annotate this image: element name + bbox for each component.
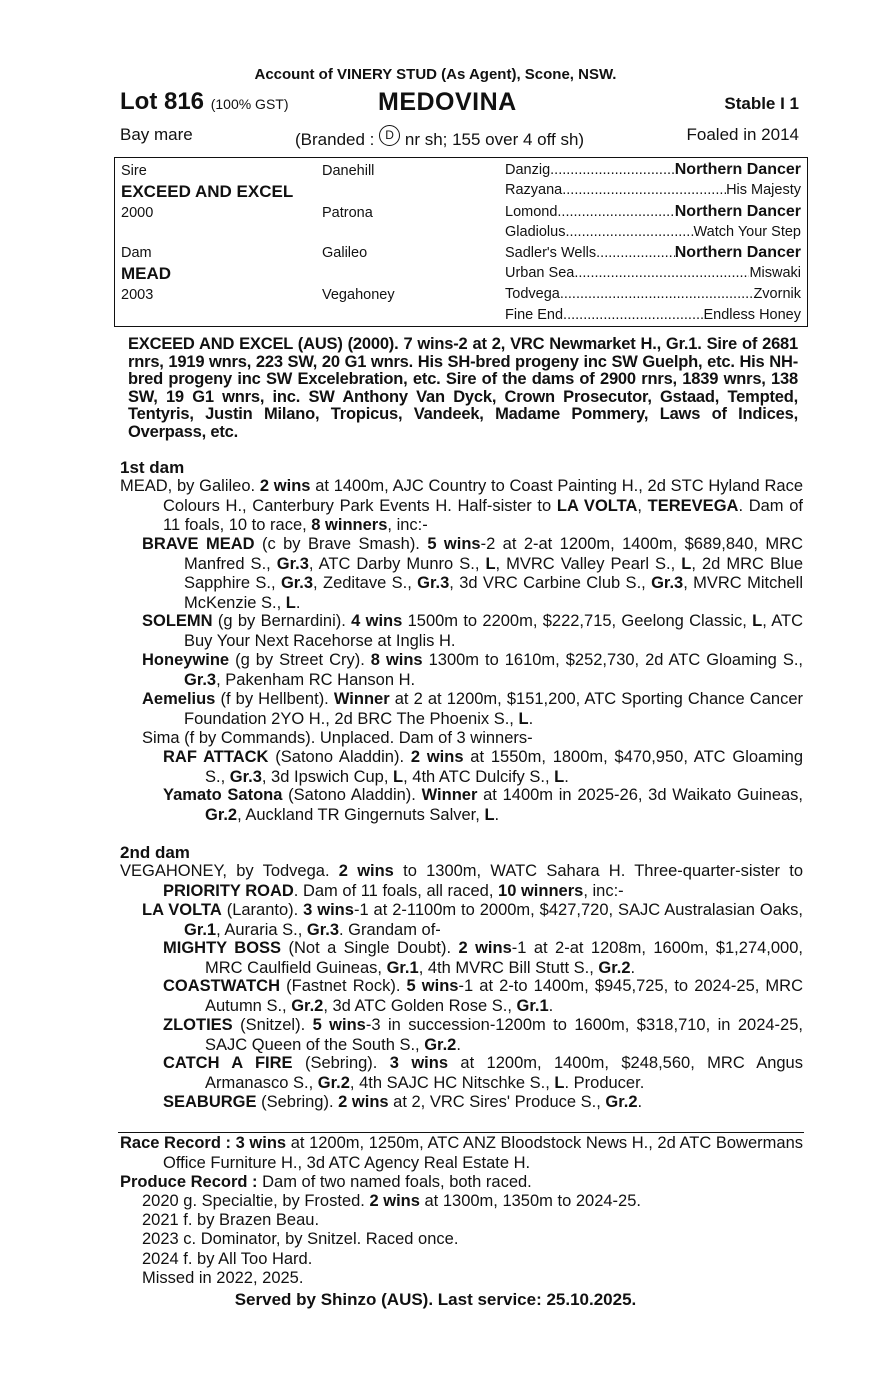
sire-dam: Patrona: [322, 205, 373, 221]
pedigree-grandparent-row: [505, 265, 801, 281]
text-run: MEAD, by Galileo.: [120, 477, 260, 495]
bold-run: 3 wins: [303, 901, 354, 919]
text-run: (Laranto).: [221, 901, 304, 919]
brand-prefix: (Branded :: [295, 130, 375, 149]
produce-line: [142, 1211, 319, 1230]
text-run: . Producer.: [564, 1073, 645, 1092]
bold-run: PRIORITY ROAD: [163, 881, 294, 900]
pedigree-grandparent-row: [505, 182, 801, 198]
pedigree-paragraph: [142, 651, 803, 690]
text-run: (c by Brave Smash).: [254, 535, 428, 553]
bold-run: Gr.1: [516, 996, 549, 1015]
text-run: 2024 f. by All Too Hard.: [142, 1250, 313, 1268]
grandparent-name: Gladiolus: [505, 224, 566, 240]
gst-note: (100% GST): [210, 96, 289, 112]
text-run: at 2 at 1200m, $151,200, ATC Sporting Chance Cancer Foundation 2YO H., 2d BRC The Phoenix S.,: [184, 690, 803, 728]
bold-run: Gr.3: [417, 574, 450, 592]
bold-run: L: [554, 767, 565, 786]
text-run: VEGAHONEY, by Todvega.: [120, 862, 339, 880]
bold-run: Gr.3: [184, 670, 217, 689]
pedigree-paragraph: [163, 786, 803, 825]
pedigree-paragraph: [163, 1016, 803, 1055]
pedigree-paragraph: [163, 748, 803, 787]
leader-dots: [560, 286, 754, 302]
text-run: ,: [637, 496, 648, 515]
pedigree-paragraph: [142, 729, 803, 749]
vendor-account: Account of VINERY STUD (As Agent), Scone, NSW.: [254, 66, 617, 83]
text-run: Sima (f by Commands). Unplaced. Dam of 3 winners-: [142, 729, 533, 747]
dam-label: Dam: [121, 245, 152, 261]
text-run: , 4th MVRC Bill Stutt S.,: [418, 958, 599, 977]
bold-run: 5 wins: [312, 1016, 366, 1034]
text-run: Missed in 2022, 2025.: [142, 1269, 304, 1287]
bold-run: RAF ATTACK: [163, 748, 269, 766]
text-run: (Snitzel).: [232, 1016, 313, 1034]
pedigree-grandparent-row: [505, 244, 801, 262]
text-run: .: [295, 593, 301, 612]
bold-run: L: [285, 593, 296, 612]
bold-run: Gr.1: [386, 958, 419, 977]
produce-line: [142, 1250, 312, 1269]
first-dam-heading: 1st dam: [120, 458, 185, 477]
great-grandparent-name: Zvornik: [753, 286, 801, 302]
text-run: (Satono Aladdin).: [268, 748, 411, 766]
text-run: .: [564, 767, 569, 786]
pedigree-paragraph: [163, 939, 803, 978]
pedigree-grandparent-row: [505, 161, 801, 179]
bold-run: Gr.2: [205, 805, 238, 824]
pedigree-paragraph: [142, 535, 803, 613]
leader-dots: [557, 204, 674, 220]
text-run: , 4th ATC Dulcify S.,: [403, 767, 555, 786]
text-run: at 1400m, AJC Country to Coast Painting H., 2d STC Hyland Race Colours H., Canterbury Park Events H. Half-sister to: [163, 477, 803, 515]
bold-run: 5 wins: [427, 535, 481, 553]
text-run: (Sebring).: [292, 1054, 390, 1072]
bold-run: SEABURGE: [163, 1093, 257, 1111]
produce-line: [142, 1230, 458, 1249]
text-run: (Fastnet Rock).: [280, 977, 407, 995]
second-dam-heading: 2nd dam: [120, 843, 190, 862]
bold-run: 2 wins: [338, 1093, 389, 1111]
text-run: -1 at 2-at 1208m, 1600m, $1,274,000, MRC Caulfield Guineas,: [205, 939, 803, 977]
text-run: , 3d ATC Golden Rose S.,: [323, 996, 517, 1015]
bold-run: Gr.1: [184, 920, 217, 939]
produce-line: [142, 1269, 303, 1288]
bold-run: SOLEMN: [142, 612, 213, 630]
lot-label: Lot 816: [120, 88, 205, 115]
color-sex: Bay mare: [120, 125, 193, 144]
produce-record: [120, 1173, 532, 1193]
bold-run: 10 winners: [498, 881, 584, 900]
great-grandparent-name: His Majesty: [726, 182, 801, 198]
leader-dots: [574, 265, 749, 281]
pedigree-grandparent-row: [505, 286, 801, 302]
brand-info: [295, 125, 584, 150]
text-run: , ATC Darby Munro S.,: [308, 554, 486, 573]
text-run: . Dam of 11 foals, all raced,: [293, 881, 499, 900]
text-run: , ATC Buy Your Next Racehorse at Inglis H.: [184, 612, 803, 650]
pedigree-grandparent-row: [505, 203, 801, 221]
bold-run: MIGHTY BOSS: [163, 939, 282, 957]
bold-run: L: [752, 612, 763, 630]
text-run: (Satono Aladdin).: [282, 786, 422, 804]
text-run: .: [548, 996, 554, 1015]
text-run: (g by Street Cry).: [229, 651, 371, 669]
pedigree-table: [114, 157, 808, 327]
bold-run: 2 wins: [369, 1192, 420, 1210]
lot-number: [120, 88, 289, 116]
bold-run: Gr.2: [598, 958, 631, 977]
text-run: at 1550m, 1800m, $470,950, ATC Gloaming S.,: [205, 748, 803, 786]
great-grandparent-name: Northern Dancer: [674, 203, 801, 220]
leader-dots: [550, 162, 675, 178]
great-grandparent-name: Northern Dancer: [674, 161, 801, 178]
text-run: , inc:-: [583, 881, 624, 900]
bold-run: L: [554, 1073, 565, 1092]
pedigree-paragraph: [163, 977, 803, 1016]
bold-run: 5 wins: [406, 977, 459, 995]
pedigree-paragraph: [163, 1093, 803, 1113]
text-run: , MVRC Mitchell McKenzie S.,: [184, 574, 804, 612]
text-run: , Auraria S.,: [216, 920, 307, 939]
bold-run: Gr.2: [291, 996, 324, 1015]
text-run: 2023 c. Dominator, by Snitzel. Raced once.: [142, 1230, 459, 1248]
bold-run: Gr.3: [229, 767, 262, 786]
dam-sire: Galileo: [322, 245, 368, 261]
sire-sire: Danehill: [322, 163, 375, 179]
bold-run: LA VOLTA: [556, 496, 638, 515]
bold-run: Honeywine: [142, 651, 230, 669]
bold-run: Winner: [333, 690, 390, 708]
bold-run: L: [393, 767, 404, 786]
pedigree-paragraph: [163, 1054, 803, 1093]
text-run: -3 in succession-1200m to 1600m, $318,710, in 2024-25, SAJC Queen of the South S.,: [205, 1016, 803, 1054]
text-run: , 2d MRC Blue Sapphire S.,: [184, 554, 803, 592]
leader-dots: [565, 224, 693, 240]
bold-run: L: [485, 554, 496, 573]
text-run: , 4th SAJC HC Nitschke S.,: [349, 1073, 555, 1092]
pedigree-grandparent-row: [505, 224, 801, 240]
sire-year: 2000: [121, 205, 154, 221]
text-run: -2 at 2-at 1200m, 1400m, $689,840, MRC Manfred S.,: [184, 535, 803, 573]
bold-run: Gr.2: [605, 1093, 638, 1111]
bold-run: Produce Record :: [120, 1173, 258, 1191]
text-run: at 1400m in 2025-26, 3d Waikato Guineas,: [477, 786, 804, 804]
text-run: , inc:-: [387, 516, 428, 534]
pedigree-paragraph: [142, 690, 803, 729]
bold-run: Race Record : 3 wins: [120, 1134, 287, 1152]
grandparent-name: Todvega: [505, 286, 560, 302]
sire-name: EXCEED AND EXCEL: [121, 182, 294, 201]
stable-label: Stable I 1: [724, 94, 799, 113]
text-run: 1500m to 2200m, $222,715, Geelong Classic,: [402, 612, 753, 630]
bold-run: L: [518, 709, 529, 728]
text-run: .: [637, 1093, 643, 1111]
bold-run: L: [681, 554, 692, 573]
grandparent-name: Urban Sea: [505, 265, 575, 281]
bold-run: COASTWATCH: [163, 977, 281, 995]
bold-run: Aemelius: [142, 690, 216, 708]
text-run: .: [494, 805, 500, 824]
bold-run: 8 winners: [311, 516, 388, 534]
bold-run: BRAVE MEAD: [142, 535, 255, 553]
bold-run: CATCH A FIRE: [163, 1054, 293, 1072]
grandparent-name: Danzig: [505, 162, 551, 178]
leader-dots: [596, 245, 675, 261]
text-run: at 2, VRC Sires' Produce S.,: [388, 1093, 606, 1111]
text-run: , 3d Ipswich Cup,: [261, 767, 394, 786]
bold-run: 2 wins: [259, 477, 311, 495]
bold-run: Gr.2: [317, 1073, 350, 1092]
pedigree-paragraph: [120, 862, 803, 901]
dam-name: MEAD: [121, 264, 172, 283]
text-run: -1 at 2-to 1400m, $945,725, to 2024-25, MRC Autumn S.,: [205, 977, 804, 1015]
grandparent-name: Sadler's Wells: [505, 245, 597, 261]
sire-summary: EXCEED AND EXCEL (AUS) (2000). 7 wins-2 at 2, VRC Newmarket H., Gr.1. Sire of 2681 rnrs, 1919 wnrs, 223 SW, 20 G1 wnrs. His SH-bred progeny inc SW Guelph, etc. His NH-bred progeny inc SW Excelebration, etc. Sire of the dams of 2900 rnrs, 1839 wnrs, 138 SW, 19 G1 wnrs, inc. SW Anthony Van Dyck, Crown Prosecutor, Gstaad, Tempted, Tentyris, Justin Milano, Tropicus, Vandeek, Madame Pommery, Laws of Indices, Overpass, etc.: [128, 335, 798, 441]
text-run: to 1300m, WATC Sahara H. Three-quarter-sister to: [393, 862, 803, 880]
great-grandparent-name: Endless Honey: [703, 307, 801, 323]
bold-run: 8 wins: [370, 651, 423, 669]
dam-year: 2003: [121, 287, 154, 303]
text-run: at 1300m, 1350m to 2024-25.: [419, 1192, 641, 1210]
text-run: .: [630, 958, 636, 977]
brand-suffix: nr sh; 155 over 4 off sh): [404, 130, 585, 149]
bold-run: Winner: [421, 786, 478, 804]
grandparent-name: Lomond: [505, 204, 558, 220]
dam-dam: Vegahoney: [322, 287, 395, 303]
text-run: -1 at 2-1100m to 2000m, $427,720, SAJC Australasian Oaks,: [353, 901, 804, 919]
section-divider: [118, 1132, 804, 1133]
bold-run: 2 wins: [410, 748, 464, 766]
bold-run: 4 wins: [351, 612, 403, 630]
served-note: Served by Shinzo (AUS). Last service: 25.10.2025.: [234, 1290, 637, 1309]
great-grandparent-name: Northern Dancer: [674, 244, 801, 261]
text-run: at 1200m, 1400m, $248,560, MRC Angus Armanasco S.,: [205, 1054, 803, 1092]
text-run: , MVRC Valley Pearl S.,: [495, 554, 682, 573]
pedigree-grandparent-row: [505, 307, 801, 323]
horse-name: MEDOVINA: [378, 88, 517, 116]
leader-dots: [562, 182, 726, 198]
bold-run: ZLOTIES: [163, 1016, 233, 1034]
grandparent-name: Razyana: [505, 182, 563, 198]
brand-mark-icon: D: [379, 125, 400, 146]
text-run: .: [456, 1035, 461, 1054]
bold-run: LA VOLTA: [142, 901, 222, 919]
text-run: . Dam of 11 foals, 10 to race,: [163, 496, 803, 534]
great-grandparent-name: Miswaki: [749, 265, 801, 281]
text-run: , Zeditave S.,: [313, 574, 418, 592]
produce-line: [142, 1192, 641, 1211]
bold-run: Gr.3: [280, 574, 314, 592]
text-run: (g by Bernardini).: [212, 612, 352, 630]
text-run: . Grandam of-: [339, 920, 441, 939]
text-run: 2020 g. Specialtie, by Frosted.: [142, 1192, 370, 1210]
sire-label: Sire: [121, 163, 147, 179]
text-run: , Auckland TR Gingernuts Salver,: [237, 805, 485, 824]
pedigree-paragraph: [120, 477, 803, 536]
text-run: at 1200m, 1250m, ATC ANZ Bloodstock News H., 2d ATC Bowermans Office Furniture H., 3d ATC Agency Real Estate H.: [163, 1134, 803, 1172]
bold-run: 2 wins: [458, 939, 512, 957]
text-run: (f by Hellbent).: [215, 690, 334, 708]
grandparent-name: Fine End: [505, 307, 564, 323]
bold-run: Gr.3: [276, 554, 309, 573]
text-run: , Pakenham RC Hanson H.: [216, 670, 416, 689]
bold-run: 3 wins: [389, 1054, 449, 1072]
foaled-year: Foaled in 2014: [686, 125, 799, 144]
text-run: (Not a Single Doubt).: [281, 939, 459, 957]
pedigree-paragraph: [142, 901, 803, 940]
bold-run: Gr.3: [651, 574, 684, 592]
text-run: Dam of two named foals, both raced.: [257, 1173, 532, 1191]
bold-run: TEREVEGA: [647, 496, 739, 515]
text-run: (Sebring).: [256, 1093, 339, 1111]
bold-run: 2 wins: [338, 862, 394, 880]
bold-run: Yamato Satona: [163, 786, 283, 804]
text-run: 1300m to 1610m, $252,730, 2d ATC Gloaming S.,: [422, 651, 804, 669]
text-run: 2021 f. by Brazen Beau.: [142, 1211, 320, 1229]
text-run: , 3d VRC Carbine Club S.,: [449, 574, 652, 592]
bold-run: L: [484, 805, 495, 824]
leader-dots: [563, 307, 703, 323]
text-run: .: [528, 709, 534, 728]
great-grandparent-name: Watch Your Step: [693, 224, 801, 240]
bold-run: Gr.2: [424, 1035, 457, 1054]
pedigree-paragraph: [142, 612, 803, 651]
race-record: [120, 1134, 803, 1173]
bold-run: Gr.3: [306, 920, 340, 939]
